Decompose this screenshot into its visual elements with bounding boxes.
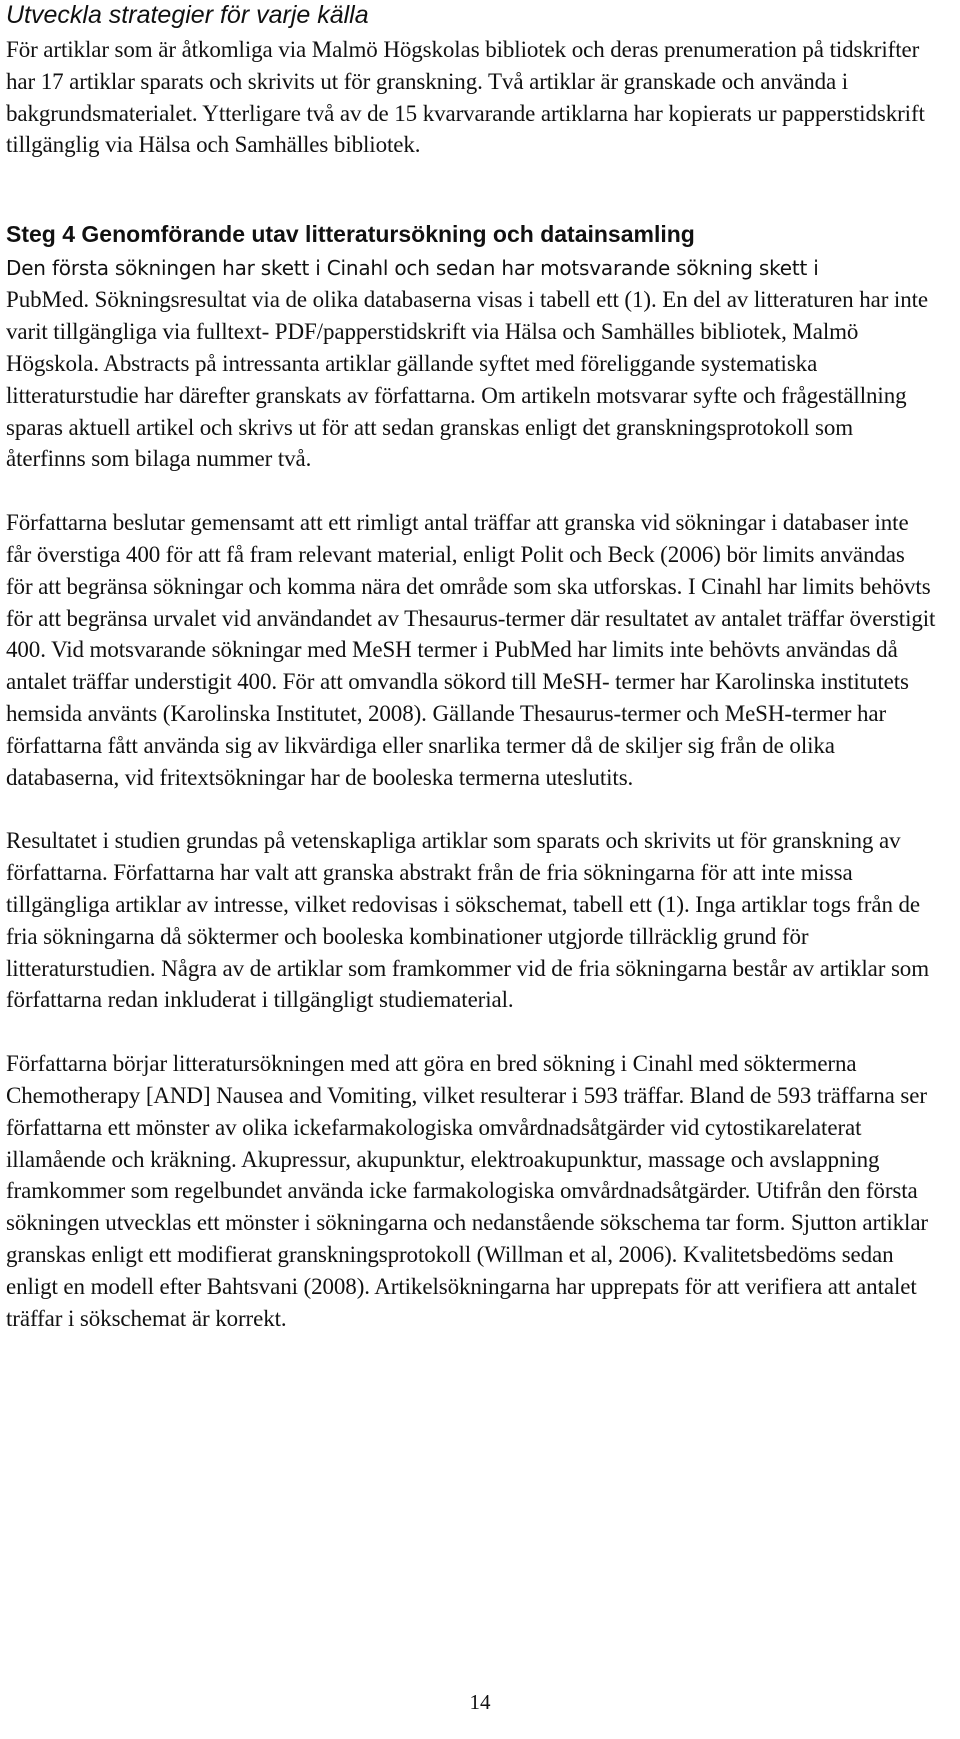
spacer xyxy=(6,161,936,219)
step-first-line: Den första sökningen har skett i Cinahl och sedan har motsvarande sökning skett i xyxy=(6,256,819,281)
paragraph-5: Författarna börjar litteratursökningen med att göra en bred sökning i Cinahl med söktermerna Chemotherapy [AND] Nausea and Vomiting, vilket resulterar i 593 träffar. Bland de 593 träffarna ser författarna ett mönster av olika ickefarmakologiska omvårdnadsåtgärder vid cytostikarelaterat illamående och kräkning. Akupressur, akupunktur, elektroakupunktur, massage och avslappning framkommer som regelbundet använda icke farmakologiska omvårdnadsåtgärder. Utifrån den första sökningen utvecklas ett mönster i sökningarna och nedanstående sökschema tar form. Sjutton artiklar granskas enligt ett modifierat granskningsprotokoll (Willman et al, 2006). Kvalitetsbedöms sedan enligt en modell efter Bahtsvani (2008). Artikelsökningarna har upprepats för att verifiera att antalet träffar i sökschemat är korrekt. xyxy=(6,1051,928,1331)
paragraph-4: Resultatet i studien grundas på vetenskapliga artiklar som sparats och skrivits ut för granskning av författarna. Författarna har valt att granska abstrakt från de fria sökningarna för att inte missa tillgängliga artiklar av intresse, vilket redovisas i sökschemat, tabell ett (1). Inga artiklar togs från de fria sökningarna då söktermer och booleska kombinationer utgjorde tillräcklig grund för litteraturstudien. Några av de artiklar som framkommer vid de fria sökningarna består av artiklar som författarna redan inkluderat i tillgängligt studiematerial. xyxy=(6,828,929,1013)
step-paragraph: PubMed. Sökningsresultat via de olika databaserna visas i tabell ett (1). En del av litteraturen har inte varit tillgängliga via fulltext- PDF/papperstidskrift via Hälsa och Samhälles bibliotek, Malmö Högskola. Abstracts på intressanta artiklar gällande syftet med föreliggande systematiska litteraturstudie har därefter granskats av författarna. Om artikeln motsvarar syfte och frågeställning sparas aktuell artikel och skrivs ut för att sedan granskas enligt det granskningsprotokoll som återfinns som bilaga nummer två. xyxy=(6,287,929,472)
step-heading: Steg 4 Genomförande utav litteratursökning och datainsamling xyxy=(6,221,695,248)
section-title: Utveckla strategier för varje källa xyxy=(6,1,369,29)
intro-paragraph: För artiklar som är åtkomliga via Malmö Högskolas bibliotek och deras prenumeration på tidskrifter har 17 artiklar sparats och skrivits ut för granskning. Två artiklar är granskade och använda i bakgrundsmaterialet. Ytterligare två av de 15 kvarvarande artiklarna har kopierats ur papperstidskrift tillgänglig via Hälsa och Samhälles bibliotek. xyxy=(6,37,925,158)
spacer xyxy=(6,793,936,825)
spacer xyxy=(6,475,936,507)
paragraph-3: Författarna beslutar gemensamt att ett rimligt antal träffar att granska vid sökningar i databaser inte får överstiga 400 för att få fram relevant material, enligt Polit och Beck (2006) bör limits användas för att begränsa sökningar och komma nära det område som ska utforskas. I Cinahl har limits behövts för att begränsa urvalet vid användandet av Thesaurus-termer där resultatet av antalet träffar överstigit 400. Vid motsvarande sökningar med MeSH termer i PubMed har limits inte behövts användas då antalet träffar understigit 400. För att omvandla sökord till MeSH- termer har Karolinska institutets hemsida använts (Karolinska Institutet, 2008). Gällande Thesaurus-termer och MeSH-termer har författarna fått använda sig av likvärdiga eller snarlika termer då de skiljer sig från de olika databaserna, vid fritextsökningar har de booleska termerna uteslutits. xyxy=(6,510,936,790)
spacer xyxy=(6,1016,936,1048)
page-number: 14 xyxy=(469,1690,491,1714)
document-page xyxy=(6,0,936,1334)
